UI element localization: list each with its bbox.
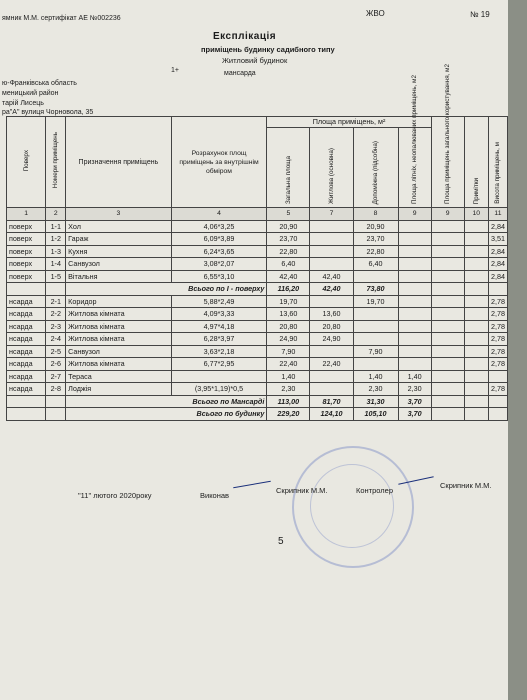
- official-stamp-inner: [310, 464, 394, 548]
- col-aux: Допоміжна (підсобна): [372, 140, 380, 204]
- performed-label: Виконав: [200, 491, 230, 500]
- col-height: Висота приміщень, м: [494, 142, 502, 204]
- floors-count: 1+: [171, 67, 179, 74]
- table-row: поверх 1-1 Хол 4,06*3,25 20,90 20,90 2,84: [7, 220, 508, 233]
- address-village: тарій Лисець: [2, 100, 44, 107]
- document-title: Експлікація: [213, 31, 277, 42]
- col-living: Житлова (основна): [327, 148, 335, 204]
- col-notes: Примітки: [472, 177, 480, 204]
- table-row: поверх 1-4 Санвузол 3,08*2,07 6,40 6,40 2,84: [7, 258, 508, 271]
- page-number: 5: [278, 536, 284, 547]
- document-code: ЖВО: [366, 9, 385, 18]
- table-row: нсарда 2-2 Житлова кімната 4,09*3,33 13,60 13,60 2,78: [7, 308, 508, 321]
- col-total-area: Загальна площа: [284, 156, 292, 204]
- certificate-line: ямник М.М. сертифікат АЕ №002236: [2, 15, 121, 22]
- column-numbers-row: 1 2 3 4 5 7 8 9 9 10 11: [7, 208, 508, 221]
- col-room-no: Номери приміщень: [52, 132, 60, 189]
- background-edge: [508, 0, 527, 700]
- table-row: поверх 1-2 Гараж 6,09*3,89 23,70 23,70 3,51: [7, 233, 508, 246]
- house-total-row: Всього по будинку 229,20 124,10 105,10 3,70: [7, 408, 508, 421]
- table-row: нсарда 2-1 Коридор 5,88*2,49 19,70 19,70 2,78: [7, 295, 508, 308]
- document-date: "11" лютого 2020року: [78, 491, 152, 500]
- document-subtitle: приміщень будинку садибного типу: [201, 45, 335, 54]
- table-row: нсарда 2-4 Житлова кімната 6,28*3,97 24,90 24,90 2,78: [7, 333, 508, 346]
- table-row: нсарда 2-6 Житлова кімната 6,77*2,95 22,40 22,40 2,78: [7, 358, 508, 371]
- table-row: нсарда 2-7 Тераса 1,40 1,40 1,40: [7, 370, 508, 383]
- performer-name: Скрипник М.М.: [276, 486, 328, 495]
- controller-label: Контролер: [356, 486, 394, 495]
- col-summer: Площа літніх, неопалюваних приміщень, м2: [411, 74, 419, 204]
- attic-total-row: Всього по Мансарді 113,00 81,70 31,30 3,70: [7, 395, 508, 408]
- col-purpose: Призначення приміщень: [66, 117, 172, 208]
- controller-name: Скрипник М.М.: [440, 481, 492, 490]
- col-calc: Розрахунок площ приміщень за внутрішнім обміром: [171, 117, 267, 208]
- col-floor: Поверх: [22, 149, 30, 172]
- col-area-group: Площа приміщень, м²: [267, 117, 431, 128]
- floor1-total-row: Всього по І - поверху 116,20 42,40 73,80: [7, 283, 508, 296]
- building-type: Житловий будинок: [222, 56, 288, 65]
- performer-signature: [233, 481, 271, 489]
- floors-attic: мансарда: [224, 70, 256, 77]
- address-street: ра"А" вулиця Чорновола, 35: [2, 109, 94, 116]
- address-district: меницький район: [2, 90, 59, 97]
- table-row: нсарда 2-8 Лоджія (3,95*1,19)*0,5 2,30 2,30 2,30 2,78: [7, 383, 508, 396]
- table-row: поверх 1-3 Кухня 6,24*3,65 22,80 22,80 2,84: [7, 245, 508, 258]
- address-region: ю-Франківська область: [2, 80, 77, 87]
- document-number: № 19: [470, 10, 490, 19]
- col-common: Площа приміщень загального користування, м2: [444, 64, 452, 204]
- table-row: поверх 1-5 Вітальня 6,55*3,10 42,40 42,40 2,84: [7, 270, 508, 283]
- table-row: нсарда 2-5 Санвузол 3,63*2,18 7,90 7,90 2,78: [7, 345, 508, 358]
- table-row: нсарда 2-3 Житлова кімната 4,97*4,18 20,80 20,80 2,78: [7, 320, 508, 333]
